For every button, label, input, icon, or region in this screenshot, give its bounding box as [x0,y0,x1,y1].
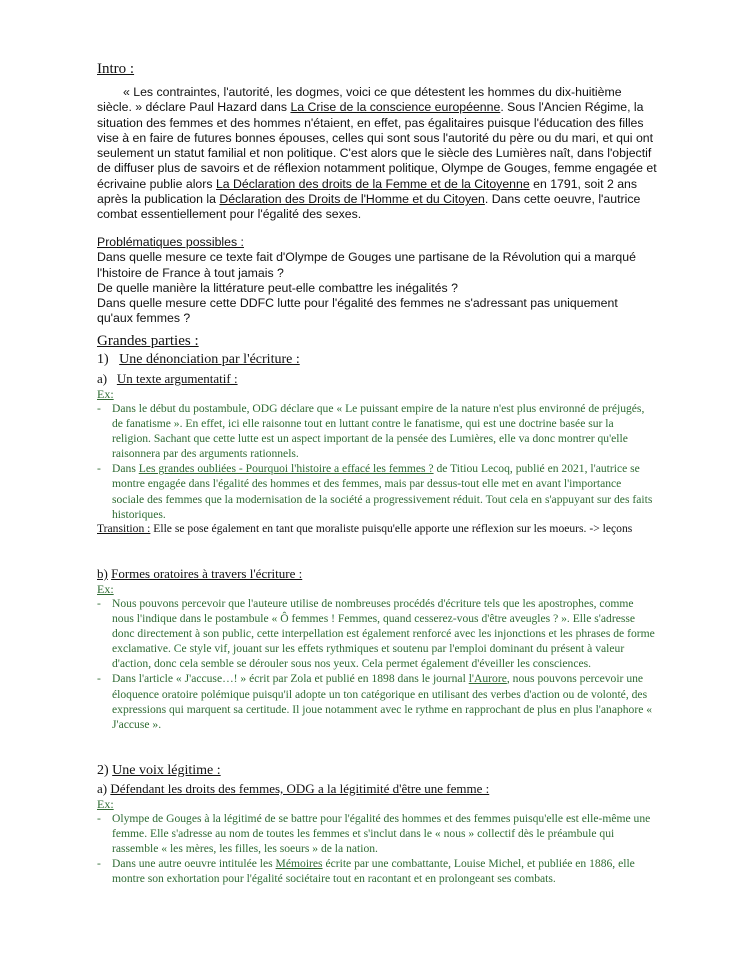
list-item: - Olympe de Gouges à la légitimé de se battre pour l'égalité des hommes et des femmes puisqu'elle est elle-même une femme. Elle s'adresse au nom de toutes les femmes et s'inclut dans le « nous » collectif dès le préambule qui rassemble « les mères, les filles, les soeurs » de la nation. [97,812,651,856]
section-1-heading: 1) Une dénonciation par l'écriture : [97,352,300,367]
book-link-grandes-oubliees: Les grandes oubliées - Pourquoi l'histoire a effacé les femmes ? [138,462,434,476]
example-label: Ex: [97,797,114,811]
section-2a-bullets [97,811,655,886]
transition-paragraph: Transition : Elle se pose également en tant que moraliste puisqu'elle apporte une réflexion sur les moeurs. -> leçons [97,522,633,535]
list-item: - Dans l'article « J'accuse…! » écrit par Zola et publié en 1898 dans le journal l'Aurore, nous pouvons percevoir une éloquence oratoire polémique puisqu'il adopte un ton catégorique en utilisant des verbes d'action ou de volonté, des expressions qui marquent sa certitude. Il joue notamment avec le rythme en rapprochant de plus en plus l'anaphore « J'accuse ». [97,672,653,731]
section-1b-bullets [97,596,655,732]
section-1a-bullets [97,401,655,522]
problematiques-label: Problématiques possibles : [97,235,244,249]
example-label: Ex: [97,582,114,596]
section-2a-heading: a) Défendant les droits des femmes, ODG a la légitimité d'être une femme : [97,781,490,796]
problematiques-block [97,235,657,327]
intro-paragraph: « Les contraintes, l'autorité, les dogmes, voici ce que détestent les hommes du dix-huitième siècle. » déclare Paul Hazard dans La Crise de la conscience européenne. Sous l'Ancien Régime, la situation des femmes et des hommes n'étaient, en effet, pas égalitaires puisque l'éducation des filles vise à en faire de futures bonnes épouses, celles qui sont sous l'autorité du père ou du mari, et qui ont seulement un statut familial et non politique. C'est alors que le siècle des Lumières naît, dans l'objectif de diffuser plus de savoirs et de réflexion notamment politique, Olympe de Gouges, femme engagée et écrivaine publie alors La Déclaration des droits de la Femme et de la Citoyenne en 1791, soit 2 ans après la publication la Déclaration des Droits de l'Homme et du Citoyen. Dans cette oeuvre, l'autrice combat essentiellement pour l'égalité des sexes. [97,85,657,222]
section-1b-heading: b) Formes oratoires à travers l'écriture : [97,566,303,581]
problematique-2: De quelle manière la littérature peut-elle combattre les inégalités ? [97,280,458,295]
book-title-ddfc: La Déclaration des droits de la Femme et de la Citoyenne [215,176,530,191]
book-title-ddhc: Déclaration des Droits de l'Homme et du Citoyen [219,192,485,207]
section-1a-heading: a) Un texte argumentatif : [97,371,238,386]
problematique-1: Dans quelle mesure ce texte fait d'Olympe de Gouges une partisane de la Révolution qui a marqué l'histoire de France à tout jamais ? [97,250,636,280]
example-label: Ex: [97,387,114,401]
problematique-3: Dans quelle mesure cette DDFC lutte pour l'égalité des femmes ne s'adressant pas uniquement qu'aux femmes ? [97,296,618,326]
book-link-memoires: Mémoires [275,857,323,871]
list-item: - Dans Les grandes oubliées - Pourquoi l'histoire a effacé les femmes ? de Titiou Lecoq, publié en 2021, l'autrice se montre engagée dans l'égalité des hommes et des femmes, mais par dessus-tout elle met en avant l'importance sociale des femmes que la modernisation de la société a progressivement réduit. Tout cela en s'appuyant sur des faits historiques. [97,462,653,521]
intro-heading: Intro : [97,61,135,77]
list-item: - Dans le début du postambule, ODG déclare que « Le puissant empire de la nature n'est plus environné de préjugés, de fanatisme ». En effet, ici elle raisonne tout en luttant contre le fanatisme, qui est une doctrine basée sur la religion. Sachant que cette lutte est un aspect important de la pensée des Lumières, elle va donc montrer qu'elle raisonnera par des arguments rationnels. [97,402,645,461]
section-2-heading: 2) Une voix légitime : [97,763,221,778]
grandes-parties-heading: Grandes parties : [97,333,199,349]
book-title-crise: La Crise de la conscience européenne [290,100,501,115]
list-item: - Dans une autre oeuvre intitulée les Mémoires écrite par une combattante, Louise Michel, et publiée en 1886, elle montre son exhortation pour l'égalité sociétaire tout en racontant et en prolongeant ses combats. [97,857,635,886]
journal-link-aurore: l'Aurore [468,672,507,686]
list-item: - Nous pouvons percevoir que l'auteure utilise de nombreuses procédés d'écriture tels que les apostrophes, comme nous l'indique dans le postambule « Ô femmes ! Femmes, quand cesserez-vous d'être aveugles ? ». Elle s'adresse donc directement à son public, cette interpellation est également renforcé avec les injonctions et les phrases de forme exclamative. Ce style vif, jouant sur les effets rythmiques et soutenu par l'emploi dominant du présent à valeur d'action, donc cela semble se dérouler sous nos yeux. Cela permet également d'éveiller les consciences. [97,597,655,671]
